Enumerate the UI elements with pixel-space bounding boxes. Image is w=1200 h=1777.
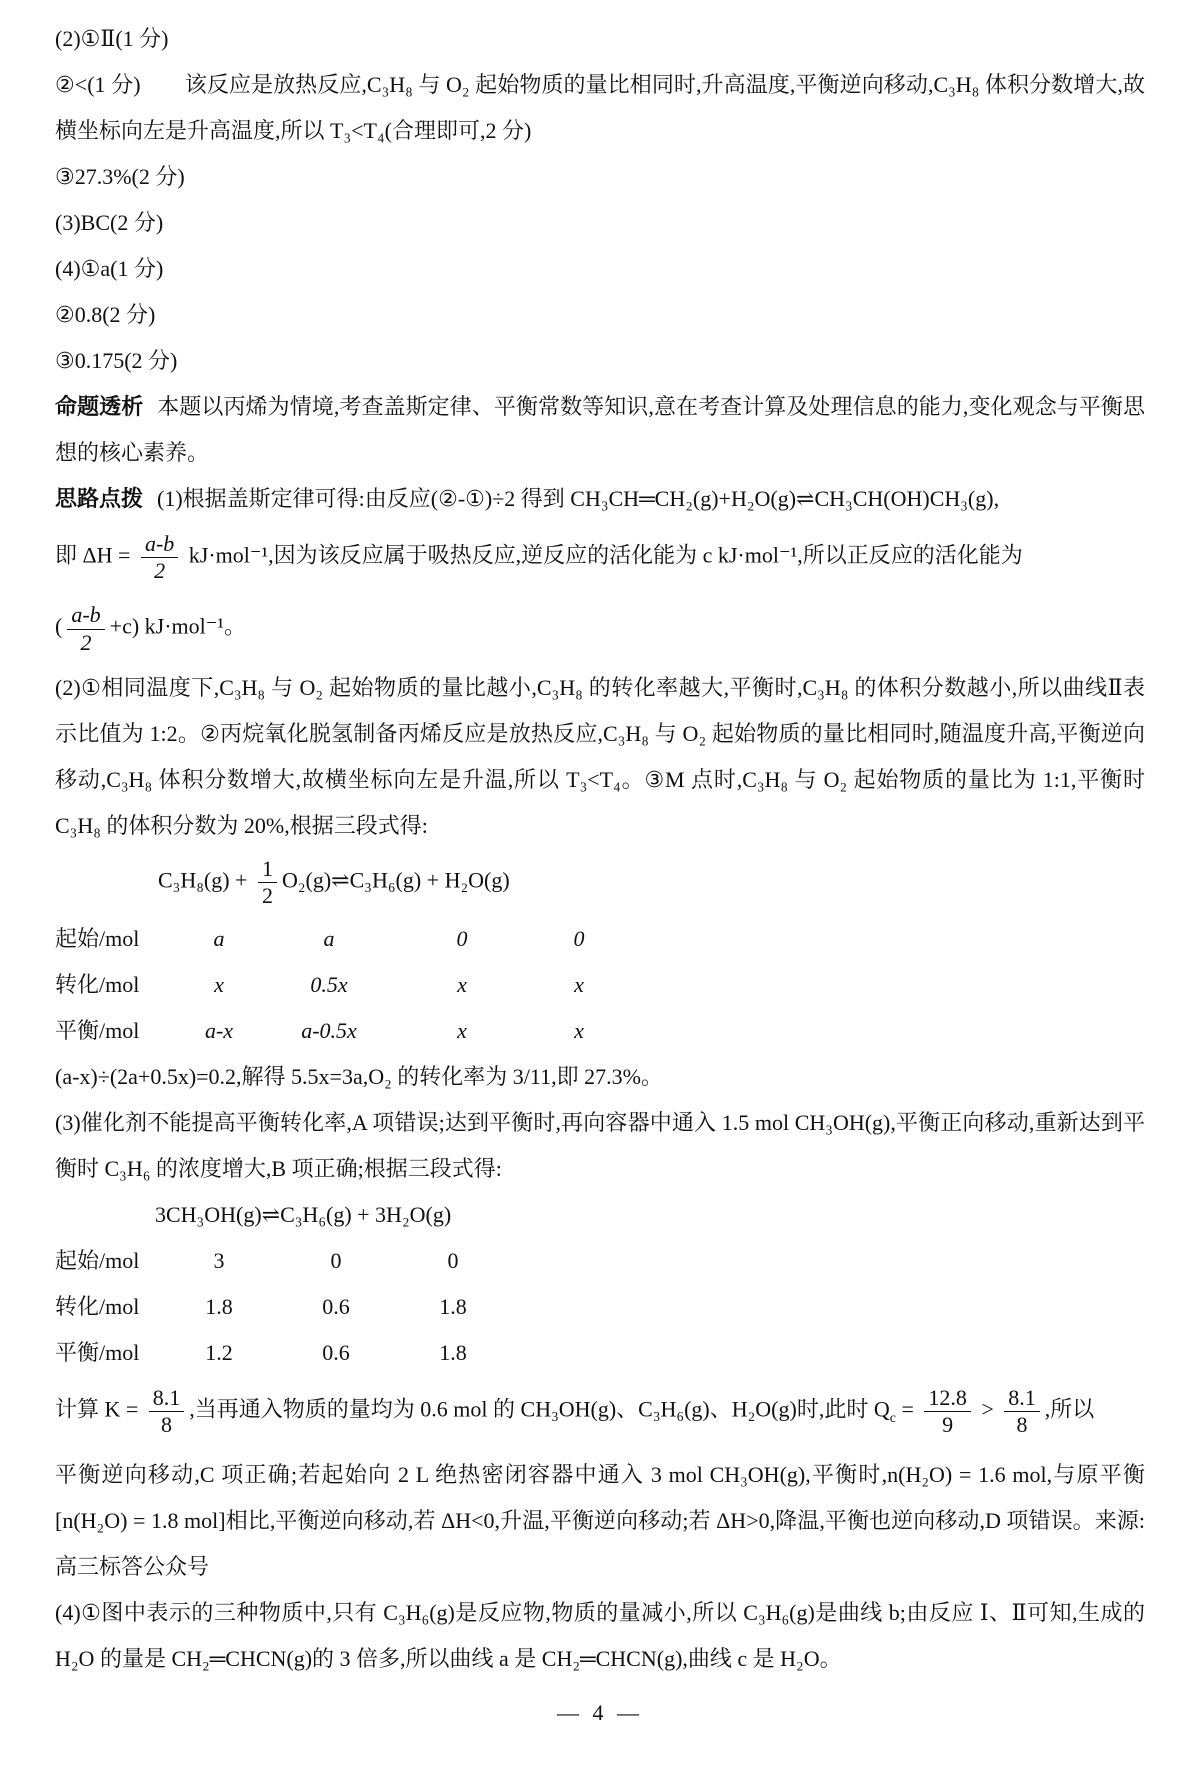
- cell: 0.5x: [310, 972, 348, 998]
- fraction-a-minus-b-over-2-second: $\frac{a-b}{2}$: [67, 603, 104, 654]
- analysis-paragraph: [55, 384, 1145, 476]
- answer-4-item2: ②0.8(2 分): [55, 302, 156, 327]
- cell: 0: [573, 926, 585, 952]
- answer-2-item1: (2)①Ⅱ(1 分): [55, 26, 169, 51]
- fraction-8p1-over-8: $\frac{8.1}{8}$: [149, 1386, 185, 1437]
- row-label: 转化/mol: [55, 972, 140, 998]
- analysis-text: 本题以丙烯为情境,考查盖斯定律、平衡常数等知识,意在考查计算及处理信息的能力,变化观念与平衡思想的核心素养。: [55, 394, 1145, 465]
- k-calculation-line: [55, 1376, 1145, 1452]
- chemical-equation-2: 3CH₃OH(g)⇌C₃H₆(g) + 3H₂O(g): [155, 1202, 452, 1228]
- delta-h-equation-line: [55, 522, 1145, 593]
- eq1-post: O₂(g)⇌C₃H₆(g) + H₂O(g): [281, 867, 510, 893]
- table-row: [55, 916, 1145, 962]
- table-row: [55, 1284, 1145, 1330]
- k-pre: 计算 K =: [55, 1396, 144, 1422]
- fraction-8p1-over-8-second: $\frac{8.1}{8}$: [1004, 1386, 1040, 1437]
- answer-4-item3: ③0.175(2 分): [55, 348, 178, 373]
- k-mid: ,当再通入物质的量均为 0.6 mol 的 CH₃OH(g)、C₃H₆(g)、H₂O(g)时,此时 Q: [189, 1396, 890, 1422]
- table-row: [55, 962, 1145, 1008]
- cell: 0.6: [322, 1340, 350, 1366]
- ea-post: +c) kJ·mol⁻¹。: [109, 614, 246, 640]
- cell: 3: [213, 1248, 225, 1274]
- cell: a-x: [204, 1018, 234, 1044]
- ea-pre: (: [55, 614, 63, 640]
- approach-label: 思路点拨: [55, 486, 144, 511]
- approach-paragraph-line1: [55, 476, 1145, 522]
- cell: x: [214, 972, 224, 998]
- row-label: 平衡/mol: [55, 1018, 140, 1044]
- cell: a: [213, 926, 225, 952]
- table-row: [55, 1330, 1145, 1376]
- answer-4-item1: (4)①a(1 分): [55, 256, 164, 281]
- k-eq: =: [895, 1396, 920, 1422]
- approach-text-1: (1)根据盖斯定律可得:由反应(②-①)÷2 得到 CH₃CH═CH₂(g)+H₂O(g)⇌CH₃CH(OH)CH₃(g),: [157, 486, 1000, 511]
- cell: x: [574, 1018, 584, 1044]
- table-row: [55, 1008, 1145, 1054]
- answer-2-item3: ③27.3%(2 分): [55, 164, 185, 189]
- fraction-one-half: $\frac{1}{2}$: [258, 857, 277, 908]
- cell: x: [574, 972, 584, 998]
- ice-table-1: [55, 916, 1145, 1054]
- calculation-line-1: (a-x)÷(2a+0.5x)=0.2,解得 5.5x=3a,O₂ 的转化率为 3/11,即 27.3%。: [55, 1064, 663, 1090]
- cell: 1.8: [439, 1340, 467, 1366]
- cell: 0: [330, 1248, 342, 1274]
- fraction-a-minus-b-over-2: $\frac{a-b}{2}$: [141, 532, 178, 583]
- chemical-equation-1: [55, 849, 1145, 916]
- cell: 1.8: [439, 1294, 467, 1320]
- row-label: 转化/mol: [55, 1294, 140, 1320]
- answer-3: (3)BC(2 分): [55, 210, 164, 235]
- cell: a-0.5x: [301, 1018, 357, 1044]
- cell: 1.2: [205, 1340, 233, 1366]
- q-subscript: c: [889, 1411, 896, 1427]
- part2-explanation-paragraph: (2)①相同温度下,C₃H₈ 与 O₂ 起始物质的量比越小,C₃H₈ 的转化率越大,平衡时,C₃H₈ 的体积分数越小,所以曲线Ⅱ表示比值为 1:2。②丙烷氧化脱氢制备丙烯反应是放热反应,C₃H₈ 与 O₂ 起始物质的量比相同时,随温度升高,平衡逆向移动,C₃H₈ 体积分数增大,故横坐标向左是升温,所以 T₃<T₄。③M 点时,C₃H₈ 与 O₂ 起始物质的量比为 1:1,平衡时 C₃H₈ 的体积分数为 20%,根据三段式得:: [55, 674, 1145, 838]
- row-label: 起始/mol: [55, 1248, 140, 1274]
- answer-2-item2: ②<(1 分) 该反应是放热反应,C₃H₈ 与 O₂ 起始物质的量比相同时,升高温度,平衡逆向移动,C₃H₈ 体积分数增大,故横坐标向左是升高温度,所以 T₃<T₄(合理即可,2 分): [55, 72, 1145, 143]
- part3-explanation-paragraph: (3)催化剂不能提高平衡转化率,A 项错误;达到平衡时,再向容器中通入 1.5 mol CH₃OH(g),平衡正向移动,重新达到平衡时 C₃H₆ 的浓度增大,B 项正确;根据三段式得:: [55, 1110, 1145, 1182]
- table-row: [55, 1238, 1145, 1284]
- fraction-12p8-over-9: $\frac{12.8}{9}$: [924, 1386, 971, 1437]
- eq1-pre: C₃H₈(g) +: [158, 867, 253, 893]
- k-gt: >: [975, 1396, 1000, 1422]
- analysis-label: 命题透析: [55, 394, 144, 419]
- part3-conclusion-paragraph: 平衡逆向移动,C 项正确;若起始向 2 L 绝热密闭容器中通入 3 mol CH₃OH(g),平衡时,n(H₂O) = 1.6 mol,与原平衡[n(H₂O) = 1.8 mol]相比,平衡逆向移动,若 ΔH<0,升温,平衡逆向移动;若 ΔH>0,降温,平衡也逆向移动,D 项错误。来源: 高三标答公众号: [55, 1462, 1145, 1580]
- page-number: — 4 —: [557, 1700, 643, 1726]
- cell: 0.6: [322, 1294, 350, 1320]
- delta-h-pre: 即 ΔH =: [55, 542, 136, 568]
- cell: x: [457, 972, 467, 998]
- row-label: 起始/mol: [55, 926, 140, 952]
- activation-energy-line: [55, 593, 1145, 664]
- cell: a: [323, 926, 335, 952]
- cell: x: [457, 1018, 467, 1044]
- ice-table-2: [55, 1238, 1145, 1376]
- part4-explanation-paragraph: (4)①图中表示的三种物质中,只有 C₃H₆(g)是反应物,物质的量减小,所以 C₃H₆(g)是曲线 b;由反应 Ⅰ、Ⅱ可知,生成的 H₂O 的量是 CH₂═CHCN(g)的 3 倍多,所以曲线 a 是 CH₂═CHCN(g),曲线 c 是 H₂O。: [55, 1600, 1145, 1672]
- delta-h-post: kJ·mol⁻¹,因为该反应属于吸热反应,逆反应的活化能为 c kJ·mol⁻¹,所以正反应的活化能为: [183, 542, 1023, 568]
- k-post: ,所以: [1044, 1396, 1095, 1422]
- cell: 0: [456, 926, 468, 952]
- cell: 0: [447, 1248, 459, 1274]
- cell: 1.8: [205, 1294, 233, 1320]
- row-label: 平衡/mol: [55, 1340, 140, 1366]
